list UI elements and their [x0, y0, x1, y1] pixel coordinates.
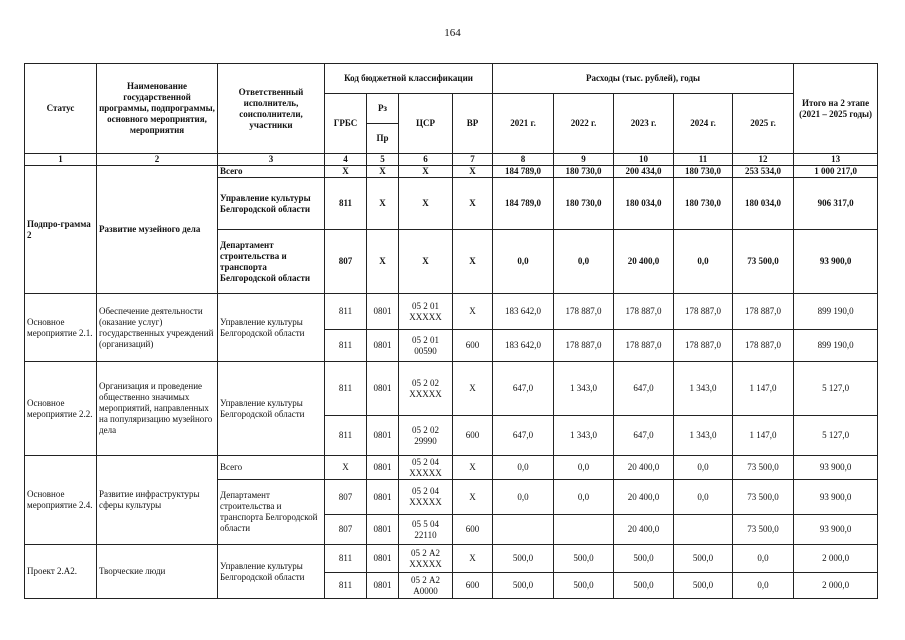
total-cell: 93 900,0 — [794, 456, 878, 480]
vr-cell: Х — [453, 362, 493, 416]
value-cell: 1 343,0 — [554, 362, 614, 416]
value-cell: 0,0 — [493, 456, 554, 480]
total-cell: 93 900,0 — [794, 515, 878, 545]
value-cell: 73 500,0 — [733, 515, 794, 545]
value-cell: 500,0 — [674, 545, 733, 573]
value-cell: 180 730,0 — [554, 166, 614, 178]
header-csr: ЦСР — [399, 94, 453, 154]
rzpr-cell: 0801 — [367, 573, 399, 599]
value-cell: 647,0 — [614, 362, 674, 416]
value-cell: 180 730,0 — [554, 178, 614, 230]
value-cell: 500,0 — [493, 573, 554, 599]
name-cell: Творческие люди — [97, 545, 218, 599]
grbs-cell: 807 — [325, 480, 367, 515]
grbs-cell: Х — [325, 456, 367, 480]
table-row — [25, 166, 878, 178]
value-cell: 0,0 — [493, 230, 554, 294]
value-cell: 500,0 — [674, 573, 733, 599]
value-cell: 178 887,0 — [614, 294, 674, 330]
rzpr-cell: 0801 — [367, 480, 399, 515]
grbs-cell: 811 — [325, 573, 367, 599]
value-cell: 1 147,0 — [733, 416, 794, 456]
value-cell: 500,0 — [614, 545, 674, 573]
csr-cell: Х — [399, 178, 453, 230]
csr-cell: 05 2 01 ХХХХХ — [399, 294, 453, 330]
vr-cell: Х — [453, 230, 493, 294]
header-rz: Рз — [367, 94, 399, 124]
value-cell: 184 789,0 — [493, 178, 554, 230]
value-cell: 178 887,0 — [733, 330, 794, 362]
value-cell: 0,0 — [733, 573, 794, 599]
vr-cell: Х — [453, 545, 493, 573]
col-num: 2 — [97, 154, 218, 166]
csr-cell: 05 5 04 22110 — [399, 515, 453, 545]
rzpr-cell: 0801 — [367, 545, 399, 573]
total-cell: 2 000,0 — [794, 573, 878, 599]
col-num: 8 — [493, 154, 554, 166]
value-cell: 178 887,0 — [614, 330, 674, 362]
vr-cell: Х — [453, 480, 493, 515]
grbs-cell: 811 — [325, 330, 367, 362]
col-num: 9 — [554, 154, 614, 166]
vr-cell: 600 — [453, 515, 493, 545]
header-pr: Пр — [367, 124, 399, 154]
value-cell — [674, 515, 733, 545]
value-cell: 73 500,0 — [733, 230, 794, 294]
rzpr-cell: 0801 — [367, 416, 399, 456]
value-cell — [493, 515, 554, 545]
value-cell: 500,0 — [493, 545, 554, 573]
vr-cell: 600 — [453, 330, 493, 362]
executor-cell: Всего — [218, 456, 325, 480]
status-cell: Подпро-грамма 2 — [25, 166, 97, 294]
status-cell: Основное мероприятие 2.1. — [25, 294, 97, 362]
value-cell: 180 034,0 — [614, 178, 674, 230]
rzpr-cell: 0801 — [367, 515, 399, 545]
status-cell: Проект 2.А2. — [25, 545, 97, 599]
header-executor: Ответственный исполнитель, соисполнители, участники — [218, 64, 325, 154]
col-num: 13 — [794, 154, 878, 166]
name-cell: Обеспечение деятельности (оказание услуг) государственных учреждений (организаций) — [97, 294, 218, 362]
header-bcc: Код бюджетной классификации — [325, 64, 493, 94]
value-cell: 178 887,0 — [733, 294, 794, 330]
value-cell: 178 887,0 — [554, 294, 614, 330]
value-cell: 0,0 — [493, 480, 554, 515]
csr-cell: Х — [399, 166, 453, 178]
grbs-cell: Х — [325, 166, 367, 178]
value-cell: 1 343,0 — [674, 416, 733, 456]
value-cell: 0,0 — [554, 230, 614, 294]
value-cell: 647,0 — [493, 362, 554, 416]
header-name: Наименование государственной программы, подпрограммы, основного мероприятия, мероприятия — [97, 64, 218, 154]
csr-cell: 05 2 А2 ХХХХХ — [399, 545, 453, 573]
value-cell: 180 730,0 — [674, 178, 733, 230]
value-cell: 20 400,0 — [614, 515, 674, 545]
csr-cell: 05 2 01 00590 — [399, 330, 453, 362]
value-cell: 0,0 — [554, 480, 614, 515]
header-2021: 2021 г. — [493, 94, 554, 154]
executor-cell: Управление культуры Белгородской области — [218, 545, 325, 599]
table-row — [25, 456, 878, 480]
total-cell: 899 190,0 — [794, 330, 878, 362]
value-cell: 647,0 — [493, 416, 554, 456]
value-cell: 20 400,0 — [614, 480, 674, 515]
col-num: 12 — [733, 154, 794, 166]
table-row — [25, 294, 878, 330]
vr-cell: Х — [453, 166, 493, 178]
value-cell: 500,0 — [554, 545, 614, 573]
rzpr-cell: 0801 — [367, 294, 399, 330]
value-cell: 0,0 — [674, 480, 733, 515]
total-cell: 2 000,0 — [794, 545, 878, 573]
total-cell: 93 900,0 — [794, 230, 878, 294]
value-cell: 1 147,0 — [733, 362, 794, 416]
value-cell: 1 343,0 — [554, 416, 614, 456]
rzpr-cell: 0801 — [367, 330, 399, 362]
value-cell: 647,0 — [614, 416, 674, 456]
value-cell: 20 400,0 — [614, 230, 674, 294]
header-status: Статус — [25, 64, 97, 154]
value-cell: 183 642,0 — [493, 294, 554, 330]
csr-cell: 05 2 04 ХХХХХ — [399, 480, 453, 515]
header-2025: 2025 г. — [733, 94, 794, 154]
vr-cell: Х — [453, 456, 493, 480]
executor-cell: Департамент строительства и транспорта Белгородской области — [218, 230, 325, 294]
value-cell: 73 500,0 — [733, 456, 794, 480]
vr-cell: Х — [453, 294, 493, 330]
header-grbs: ГРБС — [325, 94, 367, 154]
header-2022: 2022 г. — [554, 94, 614, 154]
header-vr: ВР — [453, 94, 493, 154]
rzpr-cell: Х — [367, 230, 399, 294]
csr-cell: 05 2 02 29990 — [399, 416, 453, 456]
vr-cell: Х — [453, 178, 493, 230]
col-num: 10 — [614, 154, 674, 166]
executor-cell: Управление культуры Белгородской области — [218, 178, 325, 230]
total-cell: 5 127,0 — [794, 416, 878, 456]
table-row — [25, 362, 878, 416]
value-cell: 183 642,0 — [493, 330, 554, 362]
value-cell: 0,0 — [554, 456, 614, 480]
value-cell: 178 887,0 — [554, 330, 614, 362]
grbs-cell: 807 — [325, 515, 367, 545]
budget-table — [24, 63, 878, 599]
col-num: 5 — [367, 154, 399, 166]
page-number: 164 — [444, 27, 461, 39]
value-cell: 500,0 — [554, 573, 614, 599]
value-cell: 180 034,0 — [733, 178, 794, 230]
csr-cell: 05 2 А2 А0000 — [399, 573, 453, 599]
value-cell: 0,0 — [674, 456, 733, 480]
col-num: 1 — [25, 154, 97, 166]
header-2023: 2023 г. — [614, 94, 674, 154]
value-cell: 73 500,0 — [733, 480, 794, 515]
rzpr-cell: Х — [367, 178, 399, 230]
grbs-cell: 811 — [325, 545, 367, 573]
header-total: Итого на 2 этапе (2021 – 2025 годы) — [794, 64, 878, 154]
value-cell: 0,0 — [674, 230, 733, 294]
rzpr-cell: 0801 — [367, 456, 399, 480]
executor-cell: Управление культуры Белгородской области — [218, 362, 325, 456]
total-cell: 1 000 217,0 — [794, 166, 878, 178]
grbs-cell: 811 — [325, 294, 367, 330]
total-cell: 899 190,0 — [794, 294, 878, 330]
col-num: 11 — [674, 154, 733, 166]
column-numbers-row — [25, 154, 878, 166]
col-num: 4 — [325, 154, 367, 166]
csr-cell: 05 2 04 ХХХХХ — [399, 456, 453, 480]
vr-cell: 600 — [453, 416, 493, 456]
value-cell: 20 400,0 — [614, 456, 674, 480]
executor-cell: Департамент строительства и транспорта Белгородской области — [218, 480, 325, 545]
grbs-cell: 811 — [325, 178, 367, 230]
value-cell: 253 534,0 — [733, 166, 794, 178]
value-cell: 1 343,0 — [674, 362, 733, 416]
value-cell: 178 887,0 — [674, 330, 733, 362]
name-cell: Развитие музейного дела — [97, 166, 218, 294]
grbs-cell: 807 — [325, 230, 367, 294]
col-num: 6 — [399, 154, 453, 166]
table-row — [25, 545, 878, 573]
grbs-cell: 811 — [325, 362, 367, 416]
header-2024: 2024 г. — [674, 94, 733, 154]
value-cell: 0,0 — [733, 545, 794, 573]
col-num: 7 — [453, 154, 493, 166]
csr-cell: Х — [399, 230, 453, 294]
grbs-cell: 811 — [325, 416, 367, 456]
status-cell: Основное мероприятие 2.2. — [25, 362, 97, 456]
value-cell: 184 789,0 — [493, 166, 554, 178]
executor-cell: Всего — [218, 166, 325, 178]
col-num: 3 — [218, 154, 325, 166]
value-cell: 500,0 — [614, 573, 674, 599]
vr-cell: 600 — [453, 573, 493, 599]
name-cell: Организация и проведение общественно значимых мероприятий, направленных на популяризацию музейного дела — [97, 362, 218, 456]
header-expenses: Расходы (тыс. рублей), годы — [493, 64, 794, 94]
value-cell: 180 730,0 — [674, 166, 733, 178]
value-cell — [554, 515, 614, 545]
rzpr-cell: 0801 — [367, 362, 399, 416]
csr-cell: 05 2 02 ХХХХХ — [399, 362, 453, 416]
value-cell: 200 434,0 — [614, 166, 674, 178]
status-cell: Основное мероприятие 2.4. — [25, 456, 97, 545]
executor-cell: Управление культуры Белгородской области — [218, 294, 325, 362]
total-cell: 5 127,0 — [794, 362, 878, 416]
total-cell: 906 317,0 — [794, 178, 878, 230]
value-cell: 178 887,0 — [674, 294, 733, 330]
name-cell: Развитие инфраструктуры сферы культуры — [97, 456, 218, 545]
rzpr-cell: Х — [367, 166, 399, 178]
total-cell: 93 900,0 — [794, 480, 878, 515]
